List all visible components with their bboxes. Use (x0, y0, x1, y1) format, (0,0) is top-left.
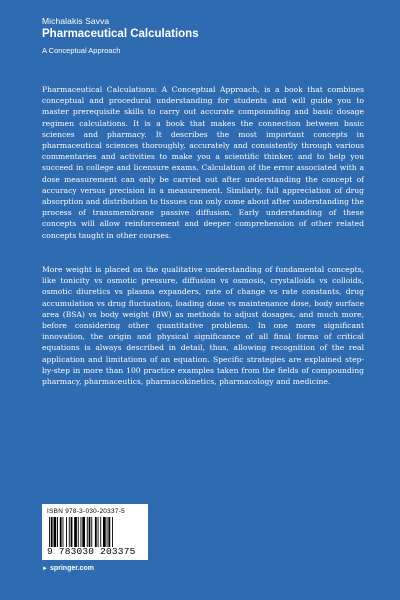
barcode-bar (66, 517, 67, 547)
barcode-bar (87, 517, 88, 547)
barcode-bar (57, 517, 58, 547)
isbn-barcode-box (42, 504, 148, 560)
barcode-bar (100, 517, 101, 547)
barcode-bar (74, 517, 77, 547)
barcode-bar (49, 517, 50, 547)
book-subtitle: A Conceptual Approach (42, 46, 121, 55)
barcode-bar (112, 517, 113, 547)
barcode-bar (103, 517, 106, 547)
barcode-bar (95, 517, 97, 547)
barcode-bar (107, 517, 108, 547)
isbn-label: ISBN 978-3-030-20337-5 (47, 508, 126, 515)
barcode-bar (51, 517, 53, 547)
publisher-link[interactable] (42, 565, 94, 572)
publisher-url: springer.com (49, 565, 94, 572)
barcode-bar (91, 517, 92, 547)
barcode-bar (71, 517, 73, 547)
description-paragraph-1: Pharmaceutical Calculations: A Conceptual Approach, is a book that combines conceptual and procedural understanding for students and will guide you to master prerequisite skills to carry out accurate compounding and basic dosage regimen calculations. It is a book that makes the connection between basic sciences and pharmacy. It describes the most important concepts in pharmaceutical sciences thoroughly, accurately and consistently through various commentaries and activities to make you a scientific thinker, and to help you succeed in college and licensure exams. Calculation of the error associated with a dose measurement can only be carried out after understanding the concept of accuracy versus precision in a measurement. Similarly, full appreciation of drug absorption and distribution to tissues can only come about after understanding the process of transmembrane passive diffusion. Early understanding of these concepts will allow reinforcement and deeper comprehension of other related concepts taught in other courses. (42, 85, 364, 240)
barcode-bar (63, 517, 64, 547)
author-name: Michalakis Savva (42, 16, 110, 26)
barcode-bar (108, 517, 110, 547)
barcode-bar (81, 517, 82, 547)
arrow-icon: ► (42, 565, 48, 572)
barcode-bar (89, 517, 91, 547)
book-title: Pharmaceutical Calculations (42, 28, 199, 40)
barcode-bar (82, 517, 85, 547)
barcode-bar (54, 517, 57, 547)
barcode-digits: 9 783030 203375 (47, 546, 136, 557)
barcode-bar (78, 517, 79, 547)
barcode-bar (98, 517, 99, 547)
barcode-bar (69, 517, 70, 547)
barcode-icon (47, 517, 143, 547)
description-paragraph-2: More weight is placed on the qualitative understanding of fundamental concepts, like tonicity vs osmotic pressure, diffusion vs osmosis, crystalloids vs colloids, osmotic diuretics vs plasma expanders, rate of change vs rate constants, drug accumulation vs drug fluctuation, loading dose vs maintenance dose, body surface area (BSA) vs body weight (BW) as methods to adjust dosages, and much more, before considering other quantitative problems. In one more significant innovation, the origin and physical significance of all final forms of critical equations is always described in detail, thus, allowing recognition of the real application and limitations of an equation. Specific strategies are explained step-by-step in more than 100 practice examples taken from the fields of compounding pharmacy, pharmaceutics, pharmacokinetics, pharmacology and medicine. (42, 265, 364, 387)
barcode-bar (60, 517, 62, 547)
